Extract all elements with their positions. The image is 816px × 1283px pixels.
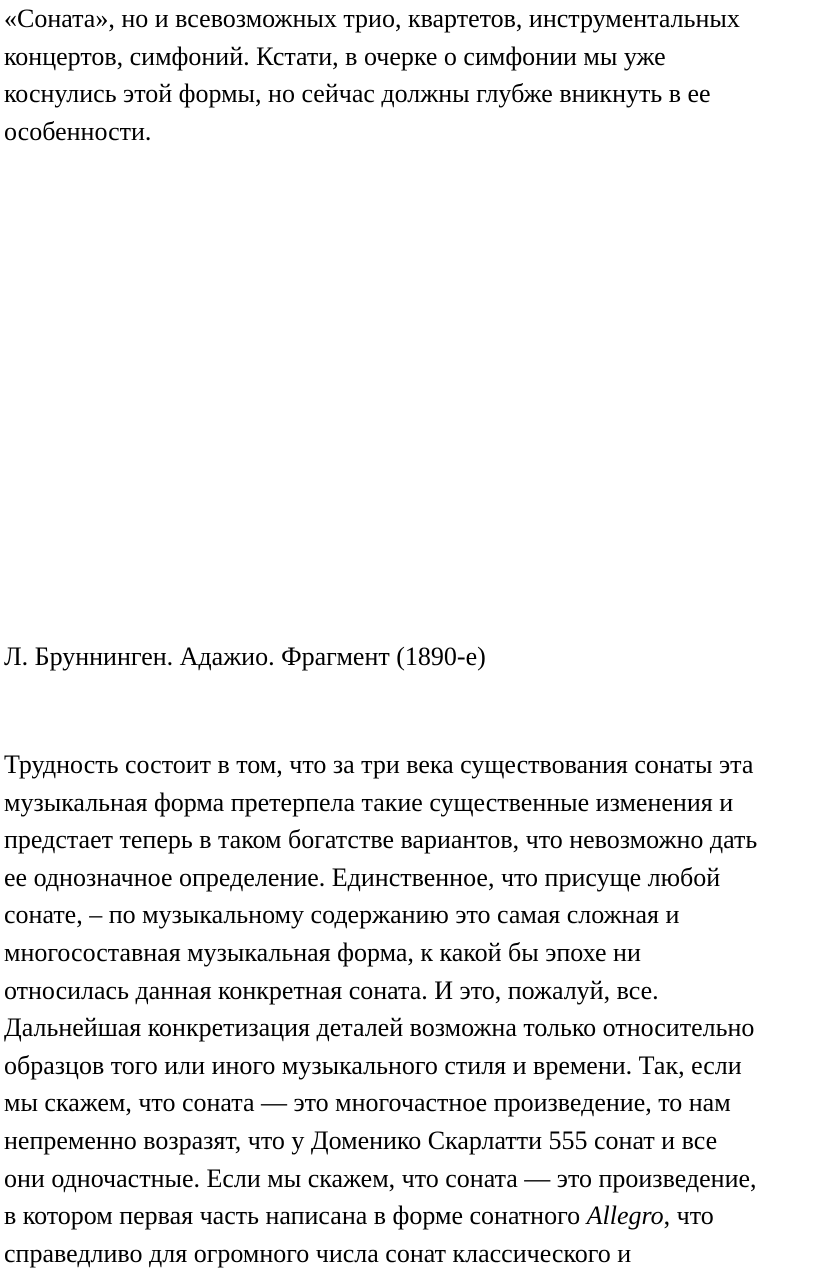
text-line: Дальнейшая конкретизация деталей возможна только относительно: [4, 1013, 755, 1043]
text-line: справедливо для огромного числа сонат классического и: [4, 1238, 632, 1268]
text-line: музыкальная форма претерпела такие существенные изменения и: [4, 787, 734, 817]
text-line: относилась данная конкретная соната. И это, пожалуй, все.: [4, 975, 659, 1005]
text-line: сонате, – по музыкальному содержанию это самая сложная и: [4, 900, 680, 930]
image-caption: [4, 638, 816, 676]
text-line: особенности.: [4, 116, 152, 146]
text-line: предстает теперь в таком богатстве вариантов, что невозможно дать: [4, 825, 758, 855]
paragraph-intro: [4, 0, 816, 150]
text-line: «Соната», но и всевозможных трио, квартетов, инструментальных: [4, 4, 740, 33]
text-fragment: в котором первая часть написана в форме сонатного: [4, 1201, 587, 1231]
text-line: образцов того или иного музыкального стиля и времени. Так, если: [4, 1050, 742, 1080]
text-fragment: , что: [663, 1201, 714, 1231]
text-line: многосоставная музыкальная форма, к какой бы эпохе ни: [4, 937, 641, 967]
text-line: концертов, симфоний. Кстати, в очерке о симфонии мы уже: [4, 41, 666, 71]
text-line: непременно возразят, что у Доменико Скарлатти 555 сонат и все: [4, 1125, 718, 1155]
text-line: мы скажем, что соната — это многочастное произведение, то нам: [4, 1088, 731, 1118]
text-line: [4, 1197, 816, 1235]
text-line: они одночастные. Если мы скажем, что соната — это произведение,: [4, 1163, 757, 1193]
text-line: Трудность состоит в том, что за три века существования сонаты эта: [4, 750, 754, 779]
paragraph-sonata-definition: [4, 746, 816, 1272]
caption-text: Л. Бруннинген. Адажио. Фрагмент (1890-е): [4, 642, 486, 671]
text-line: коснулись этой формы, но сейчас должны глубже вникнуть в ее: [4, 79, 711, 109]
italic-term: Allegro: [586, 1201, 664, 1231]
text-line: ее однозначное определение. Единственное, что присуще любой: [4, 862, 721, 892]
